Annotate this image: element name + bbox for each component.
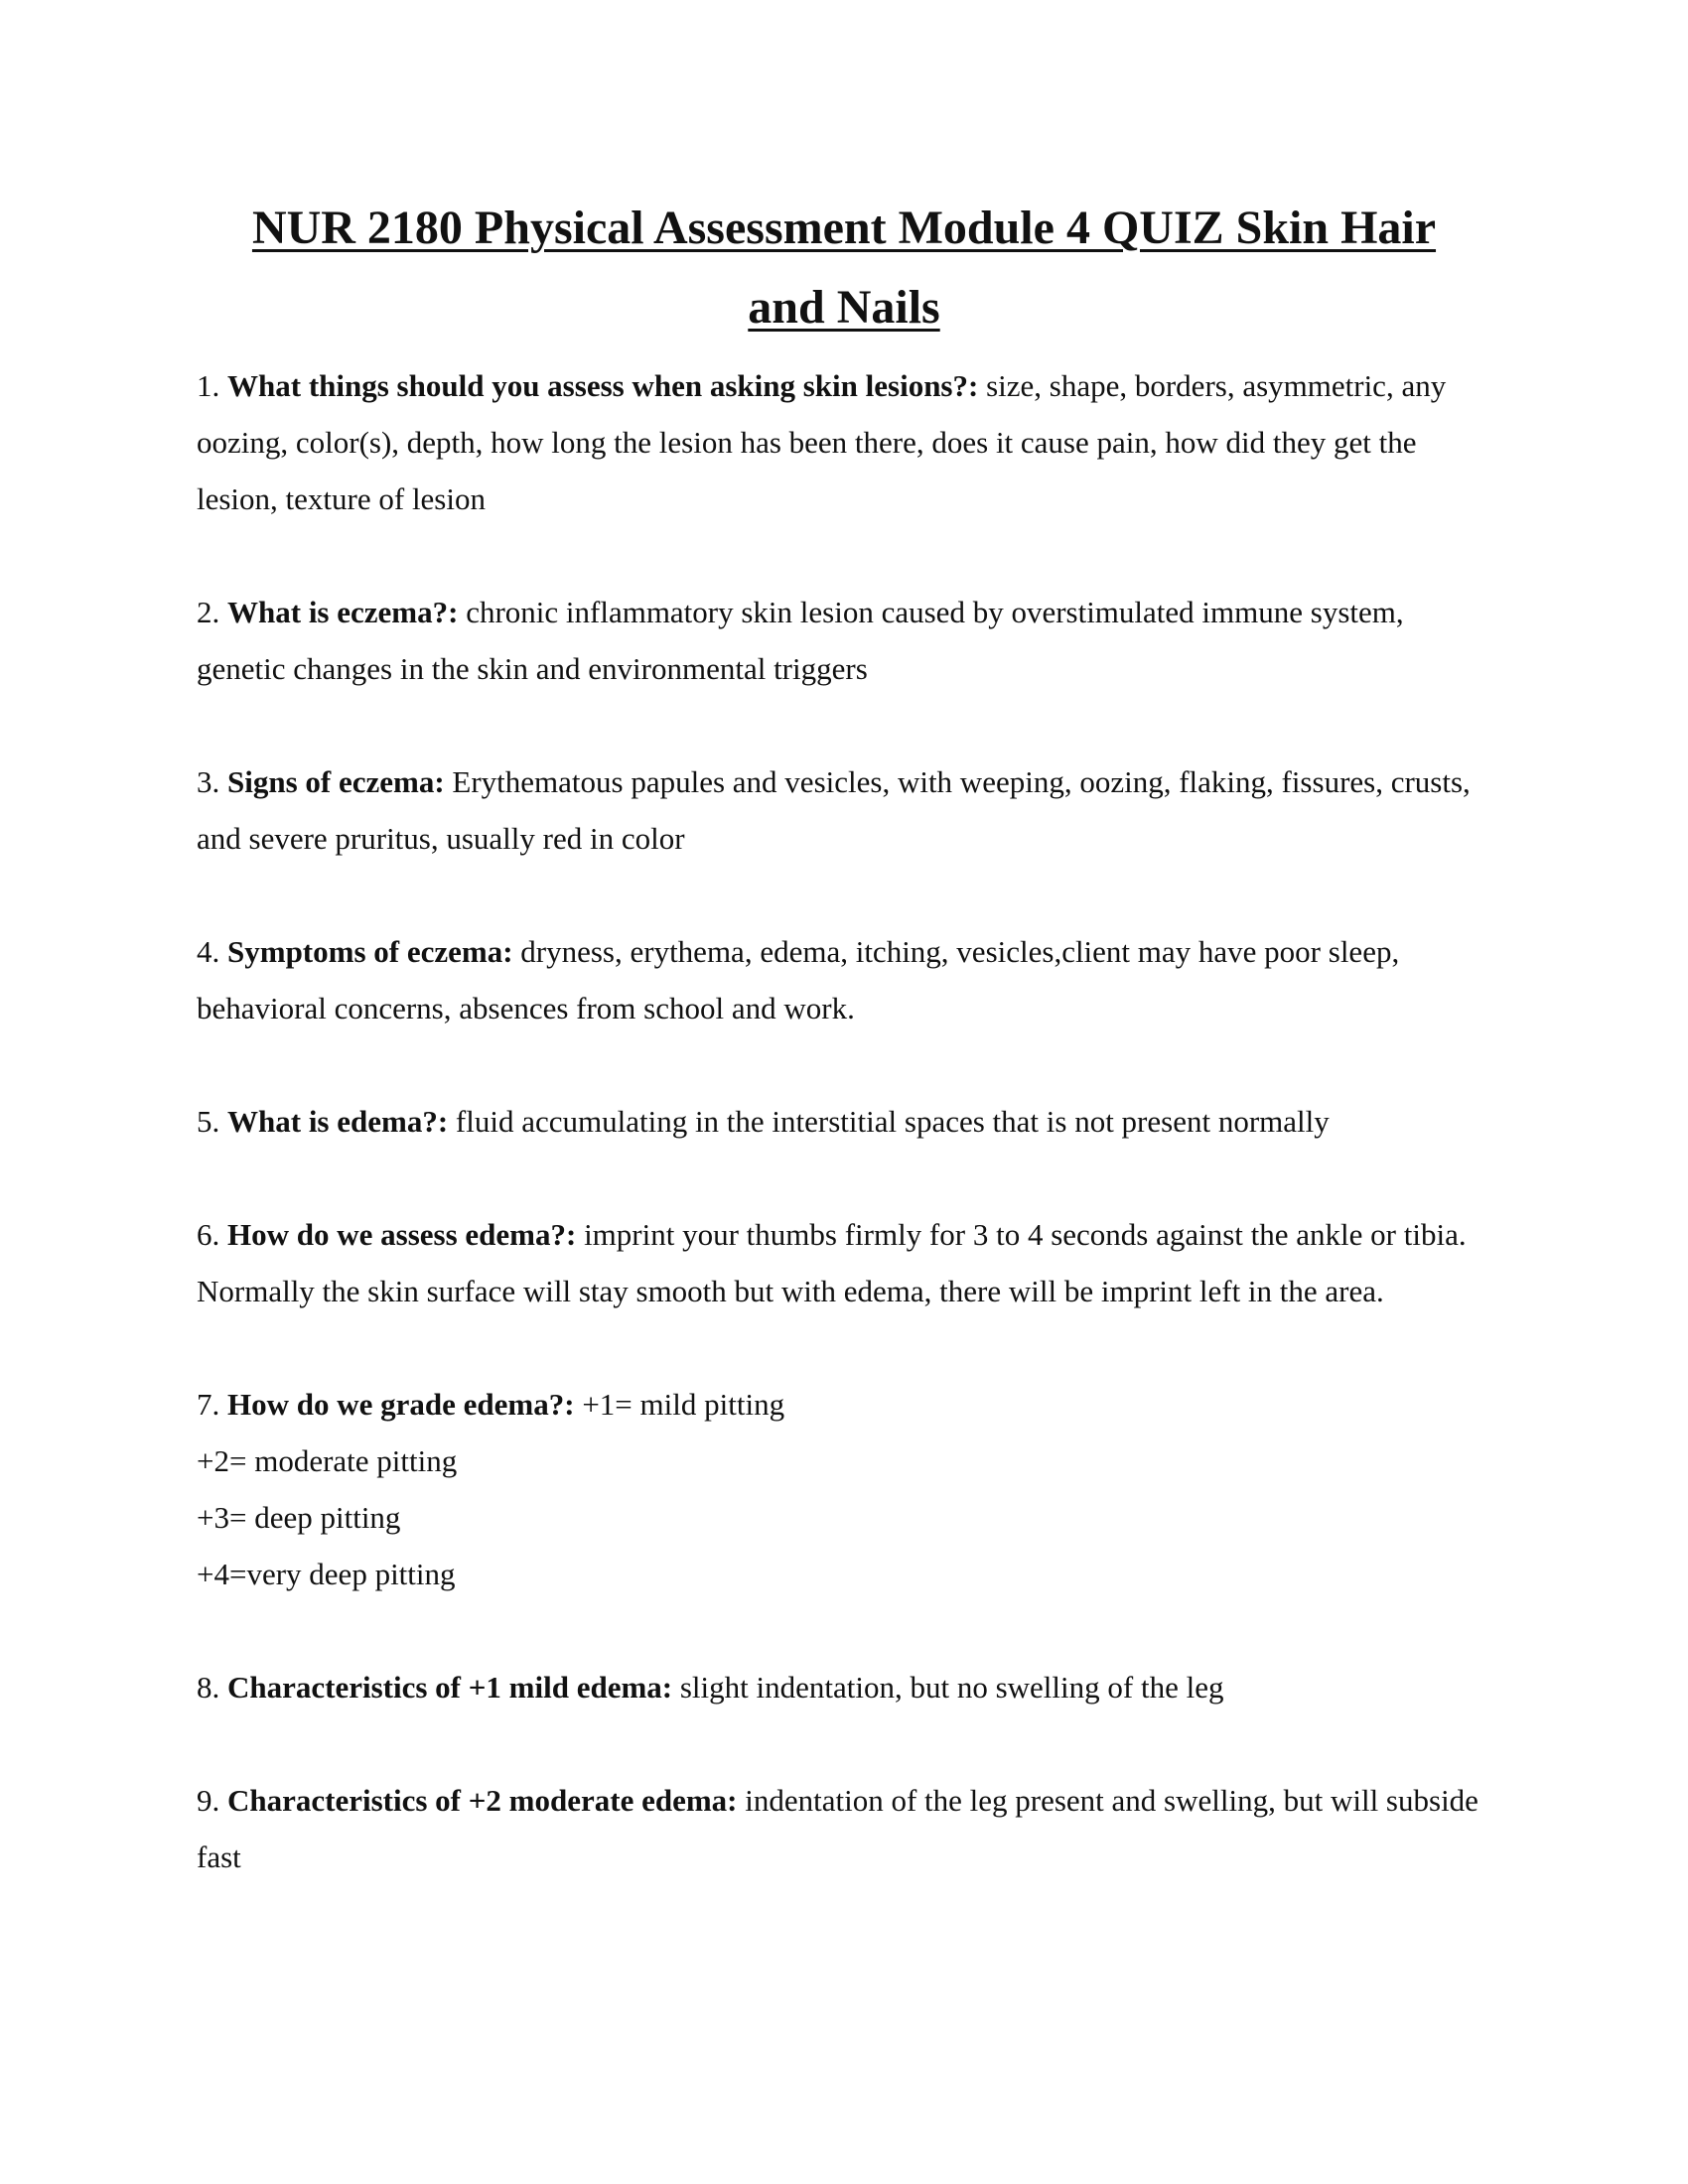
question-text: Characteristics of +2 moderate edema: bbox=[227, 1783, 738, 1818]
answer-text: size, shape, borders, asymmetric, any oozing, color(s), depth, how long the lesion has been there, does it cause pain, how did they get the lesion, texture of lesion bbox=[197, 368, 1447, 516]
answer-text: chronic inflammatory skin lesion caused by overstimulated immune system, genetic changes in the skin and environmental triggers bbox=[197, 595, 1404, 686]
question-text: Signs of eczema: bbox=[227, 764, 445, 799]
question-text: How do we grade edema?: bbox=[227, 1387, 575, 1422]
qa-item-3 bbox=[197, 753, 1491, 867]
item-number: 1. bbox=[197, 368, 220, 403]
grade-line-3: +3= deep pitting bbox=[197, 1500, 401, 1535]
item-number: 3. bbox=[197, 764, 220, 799]
item-number: 4. bbox=[197, 934, 220, 969]
question-text: Symptoms of eczema: bbox=[227, 934, 513, 969]
title-line-2: and Nails bbox=[748, 281, 940, 334]
item-number: 8. bbox=[197, 1670, 220, 1705]
answer-text: dryness, erythema, edema, itching, vesicles,client may have poor sleep, behavioral concerns, absences from school and work. bbox=[197, 934, 1400, 1025]
title-line-1: NUR 2180 Physical Assessment Module 4 QUIZ Skin Hair bbox=[251, 202, 1437, 254]
qa-item-9 bbox=[197, 1772, 1491, 1885]
answer-text: slight indentation, but no swelling of the leg bbox=[679, 1670, 1224, 1705]
qa-item-4 bbox=[197, 923, 1491, 1036]
item-number: 7. bbox=[197, 1387, 220, 1422]
qa-item-2 bbox=[197, 584, 1491, 697]
item-number: 5. bbox=[197, 1104, 220, 1139]
question-text: Characteristics of +1 mild edema: bbox=[227, 1670, 673, 1705]
answer-text: Erythematous papules and vesicles, with weeping, oozing, flaking, fissures, crusts, and severe pruritus, usually red in color bbox=[197, 764, 1471, 856]
qa-item-5 bbox=[197, 1093, 1491, 1150]
question-text: How do we assess edema?: bbox=[227, 1217, 577, 1252]
answer-text: fluid accumulating in the interstitial spaces that is not present normally bbox=[455, 1104, 1330, 1139]
answer-text: imprint your thumbs firmly for 3 to 4 seconds against the ankle or tibia. Normally the skin surface will stay smooth but with edema, there will be imprint left in the area. bbox=[197, 1217, 1467, 1308]
qa-item-7 bbox=[197, 1376, 1491, 1602]
question-text: What is edema?: bbox=[227, 1104, 449, 1139]
grade-line-2: +2= moderate pitting bbox=[197, 1443, 458, 1478]
grade-line-1: +1= mild pitting bbox=[582, 1387, 785, 1422]
qa-item-8 bbox=[197, 1659, 1491, 1715]
answer-text: indentation of the leg present and swelling, but will subside fast bbox=[197, 1783, 1478, 1874]
item-number: 6. bbox=[197, 1217, 220, 1252]
page-title bbox=[197, 189, 1491, 347]
item-number: 2. bbox=[197, 595, 220, 629]
question-text: What is eczema?: bbox=[227, 595, 459, 629]
question-text: What things should you assess when asking skin lesions?: bbox=[227, 368, 979, 403]
grade-line-4: +4=very deep pitting bbox=[197, 1557, 456, 1591]
item-number: 9. bbox=[197, 1783, 220, 1818]
qa-item-6 bbox=[197, 1206, 1491, 1319]
document-page bbox=[197, 189, 1491, 1885]
qa-item-1 bbox=[197, 357, 1491, 527]
